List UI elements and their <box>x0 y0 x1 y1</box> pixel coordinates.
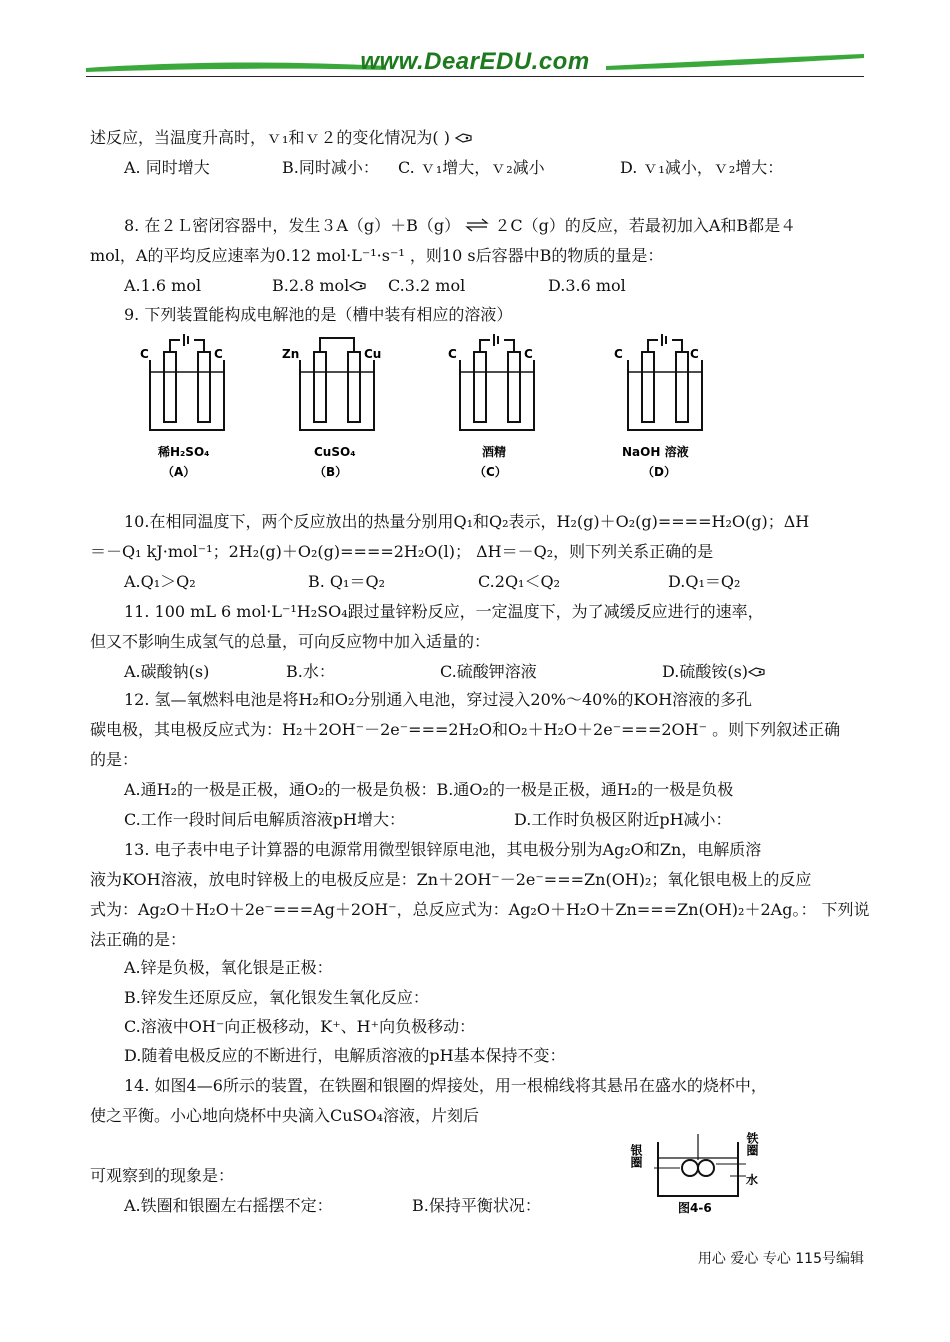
q10-option-c[interactable]: C.2Q₁＜Q₂ <box>478 572 561 591</box>
q12-line1: 12. 氢—氧燃料电池是将H₂和O₂分别通入电池，穿过浸入20%～40%的KOH溶液的多孔 <box>124 690 753 709</box>
q14-line2: 使之平衡。小心地向烧杯中央滴入CuSO₄溶液，片刻后 <box>90 1106 480 1125</box>
header-rule <box>86 76 864 77</box>
figure-right-label <box>745 1131 759 1157</box>
cell-d-right-electrode: C <box>690 347 699 361</box>
q7-option-a[interactable]: A. 同时增大 <box>124 158 210 177</box>
q13-option-b[interactable]: B.锌发生还原反应，氧化银发生氧化反应： <box>124 988 429 1007</box>
q12-line3: 的是： <box>90 750 139 769</box>
q14-line3: 可观察到的现象是： <box>90 1166 235 1185</box>
cell-a-solution: 稀H₂SO₄ <box>158 445 210 459</box>
cell-a <box>140 334 224 479</box>
cell-d <box>614 334 702 479</box>
q11-option-a[interactable]: A.碳酸钠(s) <box>124 662 210 681</box>
cell-b-solution: CuSO₄ <box>314 445 356 459</box>
q12-option-c[interactable]: C.工作一段时间后电解质溶液pH增大： <box>124 810 405 829</box>
q7-option-c[interactable]: C. ｖ₁增大，ｖ₂减小 <box>398 158 545 177</box>
q8-option-b-text: B.2.8 mol <box>272 276 350 295</box>
cell-b <box>282 338 381 479</box>
cell-b-label: （B） <box>314 465 348 479</box>
q12-line2: 碳电极，其电极反应式为：H₂＋2OH⁻－2e⁻===2H₂O和O₂＋H₂O＋2e⁻===2OH⁻ 。则下列叙述正确 <box>90 720 841 739</box>
cell-d-left-electrode: C <box>614 347 623 361</box>
pointing-hand-icon <box>455 132 473 144</box>
q9-figure <box>130 330 730 490</box>
site-logo[interactable]: www.DearEDU.com <box>360 48 590 75</box>
q7-stem <box>90 128 473 148</box>
q12-option-a[interactable]: A.通H₂的一极是正极，通O₂的一极是负极： <box>124 780 437 799</box>
q8-stem-part1: 8. 在２Ｌ密闭容器中，发生３A（g）＋B（g） <box>124 216 461 235</box>
q14-option-a[interactable]: A.铁圈和银圈左右摇摆不定： <box>124 1196 333 1215</box>
q8-option-d[interactable]: D.3.6 mol <box>548 276 626 295</box>
cell-a-left-electrode: C <box>140 347 149 361</box>
q7-options <box>124 158 783 178</box>
q8-option-b[interactable] <box>272 276 388 296</box>
cell-c-solution: 酒精 <box>482 445 507 459</box>
q13-option-c[interactable]: C.溶液中OH⁻向正极移动，K⁺、H⁺向负极移动： <box>124 1017 476 1036</box>
cell-c <box>448 334 534 479</box>
cell-b-left-electrode: Zn <box>282 347 300 361</box>
q13-line4: 法正确的是： <box>90 930 187 949</box>
q14-line1: 14. 如图4—6所示的装置，在铁圈和银圈的焊接处，用一根棉线将其悬吊在盛水的烧杯中， <box>124 1076 767 1095</box>
cell-b-right-electrode: Cu <box>364 347 382 361</box>
q8-option-a[interactable]: A.1.6 mol <box>124 276 202 295</box>
q11-option-b[interactable]: B.水： <box>286 662 335 681</box>
page-footer: 用心 爱心 专心 115号编辑 <box>697 1251 864 1267</box>
cell-c-label: （C） <box>474 465 507 479</box>
q10-line2: ＝－Q₁ kJ·mol⁻¹；2H₂(g)＋O₂(g)====2H₂O(l)； ΔH＝－Q₂，则下列关系正确的是 <box>90 542 714 561</box>
figure-caption: 图4-6 <box>678 1201 712 1215</box>
q10-option-d[interactable]: D.Q₁＝Q₂ <box>668 572 741 591</box>
cell-d-solution: NaOH 溶液 <box>622 445 689 459</box>
cell-a-label: （A） <box>162 465 196 479</box>
q7-option-d[interactable]: D. ｖ₁减小，ｖ₂增大： <box>620 158 784 177</box>
q13-line3: 式为：Ag₂O＋H₂O＋2e⁻===Ag＋2OH⁻，总反应式为：Ag₂O＋H₂O＋Zn===Zn(OH)₂＋2Ag。： 下列说 <box>90 900 870 919</box>
cell-a-right-electrode: C <box>214 347 223 361</box>
q7-stem-text: 述反应，当温度升高时，ｖ₁和ｖ２的变化情况为( ) <box>90 128 450 147</box>
q12-option-b[interactable]: B.通O₂的一极是正极，通H₂的一极是负极 <box>436 780 734 799</box>
q14-options <box>124 1196 541 1216</box>
cell-d-label: （D） <box>642 465 676 479</box>
q12-options-row1 <box>124 780 733 800</box>
figure-left-label-text: 银圈 <box>629 1144 643 1168</box>
q8-stem-part2: ２C（g）的反应，若最初加入A和B都是４ <box>494 216 797 235</box>
q8-stem <box>124 216 796 236</box>
q11-option-d-text: D.硫酸铵(s) <box>662 662 749 681</box>
figure-water-label: 水 <box>746 1173 759 1187</box>
equilibrium-arrow-icon <box>465 218 489 232</box>
figure-left-label <box>629 1143 643 1169</box>
figure-right-label-text: 铁圈 <box>745 1132 759 1156</box>
q7-option-b[interactable]: B.同时减小： <box>282 158 379 177</box>
q10-line1: 10.在相同温度下，两个反应放出的热量分别用Q₁和Q₂表示，H₂(g)＋O₂(g)====H₂O(g)；ΔH <box>124 512 810 531</box>
q14-option-b[interactable]: B.保持平衡状况： <box>412 1196 541 1215</box>
q10-options <box>124 572 740 592</box>
q10-option-b[interactable]: B. Q₁＝Q₂ <box>308 572 385 591</box>
q11-options <box>124 662 766 682</box>
cell-c-right-electrode: C <box>524 347 533 361</box>
q9-stem: 9. 下列装置能构成电解池的是（槽中装有相应的溶液） <box>124 305 513 324</box>
q8-line2: mol，A的平均反应速率为0.12 mol·L⁻¹·s⁻¹ ，则10 s后容器中B的物质的量是： <box>90 246 664 265</box>
q12-options-row2 <box>124 810 732 830</box>
pointing-hand-icon <box>349 280 367 292</box>
q10-option-a[interactable]: A.Q₁＞Q₂ <box>124 572 196 591</box>
q13-line1: 13. 电子表中电子计算器的电源常用微型银锌原电池，其电极分别为Ag₂O和Zn，电解质溶 <box>124 840 762 859</box>
q11-option-d[interactable] <box>662 662 766 682</box>
pointing-hand-icon <box>748 666 766 678</box>
cell-c-left-electrode: C <box>448 347 457 361</box>
q11-line1: 11. 100 mL 6 mol·L⁻¹H₂SO₄跟过量锌粉反应，一定温度下，为了减缓反应进行的速率， <box>124 602 764 621</box>
q8-options <box>124 276 626 296</box>
q13-option-d[interactable]: D.随着电极反应的不断进行，电解质溶液的pH基本保持不变： <box>124 1046 566 1065</box>
q13-line2: 液为KOH溶液，放电时锌极上的电极反应是：Zn＋2OH⁻－2e⁻===Zn(OH)₂；氧化银电极上的反应 <box>90 870 812 889</box>
q12-option-d[interactable]: D.工作时负极区附近pH减小： <box>514 810 732 829</box>
q13-option-a[interactable]: A.锌是负极，氧化银是正极： <box>124 958 333 977</box>
q11-option-c[interactable]: C.硫酸钾溶液 <box>440 662 537 681</box>
q14-figure <box>629 1124 774 1216</box>
q8-option-c[interactable]: C.3.2 mol <box>388 276 466 295</box>
q11-line2: 但又不影响生成氢气的总量，可向反应物中加入适量的： <box>90 632 491 651</box>
